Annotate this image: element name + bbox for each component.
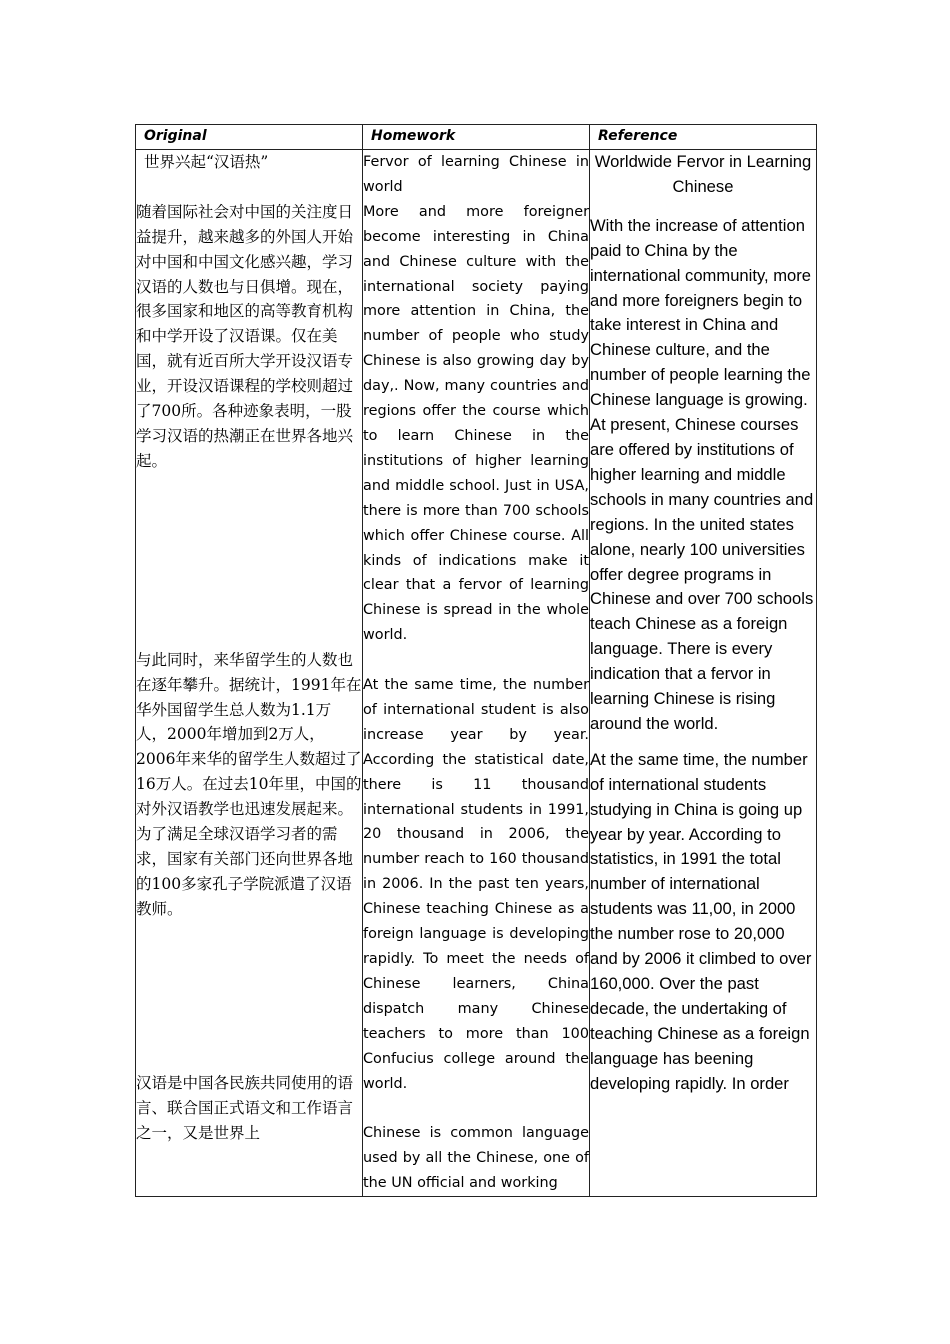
header-row xyxy=(136,125,817,150)
homework-paragraph-3: Chinese is common language used by all the Chinese, one of the UN official and working xyxy=(363,1125,589,1192)
original-title: 世界兴起“汉语热” xyxy=(144,153,269,171)
original-paragraph-2: 与此同时，来华留学生的人数也在逐年攀升。据统计，1991年在华外国留学生总人数为1.1万人，2000年增加到2万人，2006年来华的留学生人数超过了16万人。在过去10年里，中国的对外汉语教学也迅速发展起来。为了满足全球汉语学习者的需求，国家有关部门还向世界各地的100多家孔子学院派遣了汉语教师。 xyxy=(136,650,362,918)
homework-cell xyxy=(363,150,590,1197)
original-paragraph-3: 汉语是中国各民族共同使用的语言、联合国正式语文和工作语言之一，又是世界上 xyxy=(136,1073,354,1142)
homework-paragraph-2: At the same time, the number of international student is also increase year by year. According the statistical date, there is 11 thousand international students in 1991, 20 thousand in 2006, the number reach to 160 thousand in 2006. In the past ten years, Chinese teaching Chinese as a foreign language is developing rapidly. To meet the needs of Chinese learners, China dispatch many Chinese teachers to more than 100 Confucius college around the world. xyxy=(363,677,589,1092)
header-homework: Homework xyxy=(363,125,590,150)
reference-cell xyxy=(590,150,817,1197)
original-paragraph-1: 随着国际社会对中国的关注度日益提升，越来越多的外国人开始对中国和中国文化感兴趣，学习汉语的人数也与日俱增。现在，很多国家和地区的高等教育机构和中学开设了汉语课。仅在美国，就有近百所大学开设汉语专业，开设汉语课程的学校则超过了700所。各种迹象表明，一股学习汉语的热潮正在世界各地兴起。 xyxy=(136,202,354,470)
content-row xyxy=(136,150,817,1197)
homework-title: Fervor of learning Chinese in world xyxy=(363,154,589,195)
header-original: Original xyxy=(136,125,363,150)
reference-paragraph-2: At the same time, the number of international students studying in China is going up year by year. According to statistics, in 1991 the total number of international students was 11,00, in 2000 the number rose to 20,000 and by 2006 it climbed to over 160,000. Over the past decade, the undertaking of teaching Chinese as a foreign language has beening developing rapidly. In order xyxy=(590,749,812,1093)
header-reference: Reference xyxy=(590,125,817,150)
translation-comparison-table xyxy=(135,124,817,1197)
reference-paragraph-1: With the increase of attention paid to China by the international community, more and more foreigners begin to take interest in China and Chinese culture, and the number of people learning the Chinese language is growing. At present, Chinese courses are offered by institutions of higher learning and middle schools in many countries and regions. In the united states alone, nearly 100 universities offer degree programs in Chinese and over 700 schools teach Chinese as a foreign language. There is every indication that a fervor in learning Chinese is rising around the world. xyxy=(590,215,814,733)
original-cell xyxy=(136,150,363,1197)
homework-paragraph-1: More and more foreigner become interesting in China and Chinese culture with the international society paying more attention in China, the number of people who study Chinese is also growing day by day,. Now, many countries and regions offer the course which to learn Chinese in the institutions of higher learning and middle school. Just in USA, there is more than 700 schools which offer Chinese course. All kinds of indications make it clear that a fervor of learning Chinese is spread in the whole world. xyxy=(363,203,589,644)
reference-title: Worldwide Fervor in Learning Chinese xyxy=(594,152,812,196)
